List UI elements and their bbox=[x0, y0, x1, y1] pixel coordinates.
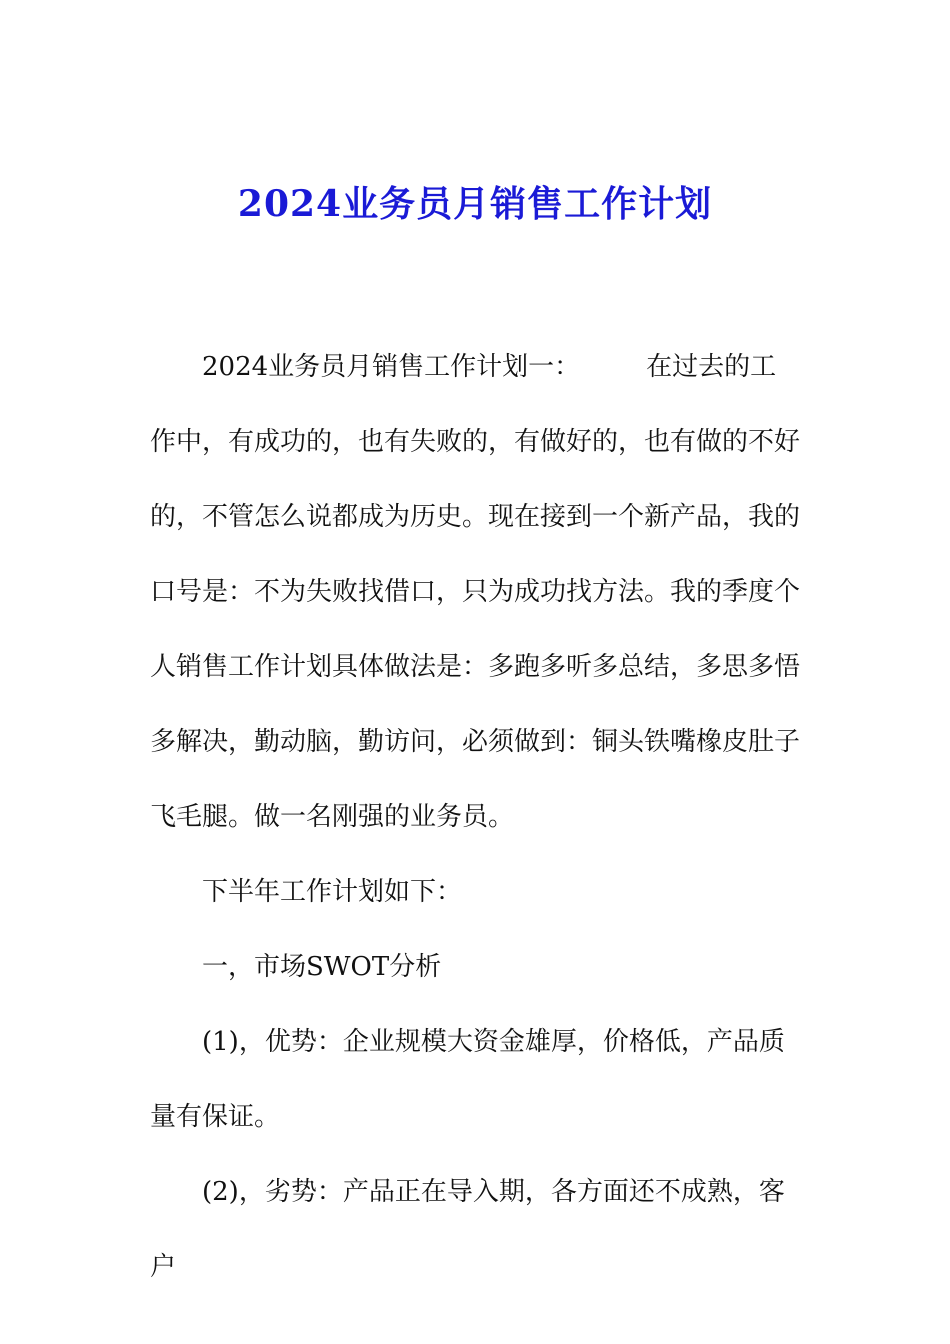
paragraph-weaknesses: (2)，劣势：产品正在导入期，各方面还不成熟，客户 bbox=[150, 1177, 785, 1282]
intro-text: 在过去的工作中，有成功的，也有失败的，有做好的，也有做的不好的，不管怎么说都成为历史。现在接到一个新产品，我的口号是：不为失败找借口，只为成功找方法。我的季度个人销售工作计划具体做法是：多跑多听多总结，多思多悟多解决，勤动脑，勤访问，必须做到：铜头铁嘴橡皮肚子飞毛腿。做一名刚强的业务员。 bbox=[150, 352, 801, 832]
intro-paragraph bbox=[150, 330, 802, 855]
document-title: 2024业务员月销售工作计划 bbox=[237, 183, 713, 225]
intro-label: 2024业务员月销售工作计划一： bbox=[202, 352, 581, 382]
paragraph-swot-heading: 一，市场SWOT分析 bbox=[202, 952, 442, 982]
paragraph-plan-heading: 下半年工作计划如下： bbox=[202, 877, 463, 907]
document-body bbox=[150, 330, 802, 1305]
paragraph-strengths: (1)，优势：企业规模大资金雄厚，价格低，产品质量有保证。 bbox=[150, 1027, 785, 1132]
